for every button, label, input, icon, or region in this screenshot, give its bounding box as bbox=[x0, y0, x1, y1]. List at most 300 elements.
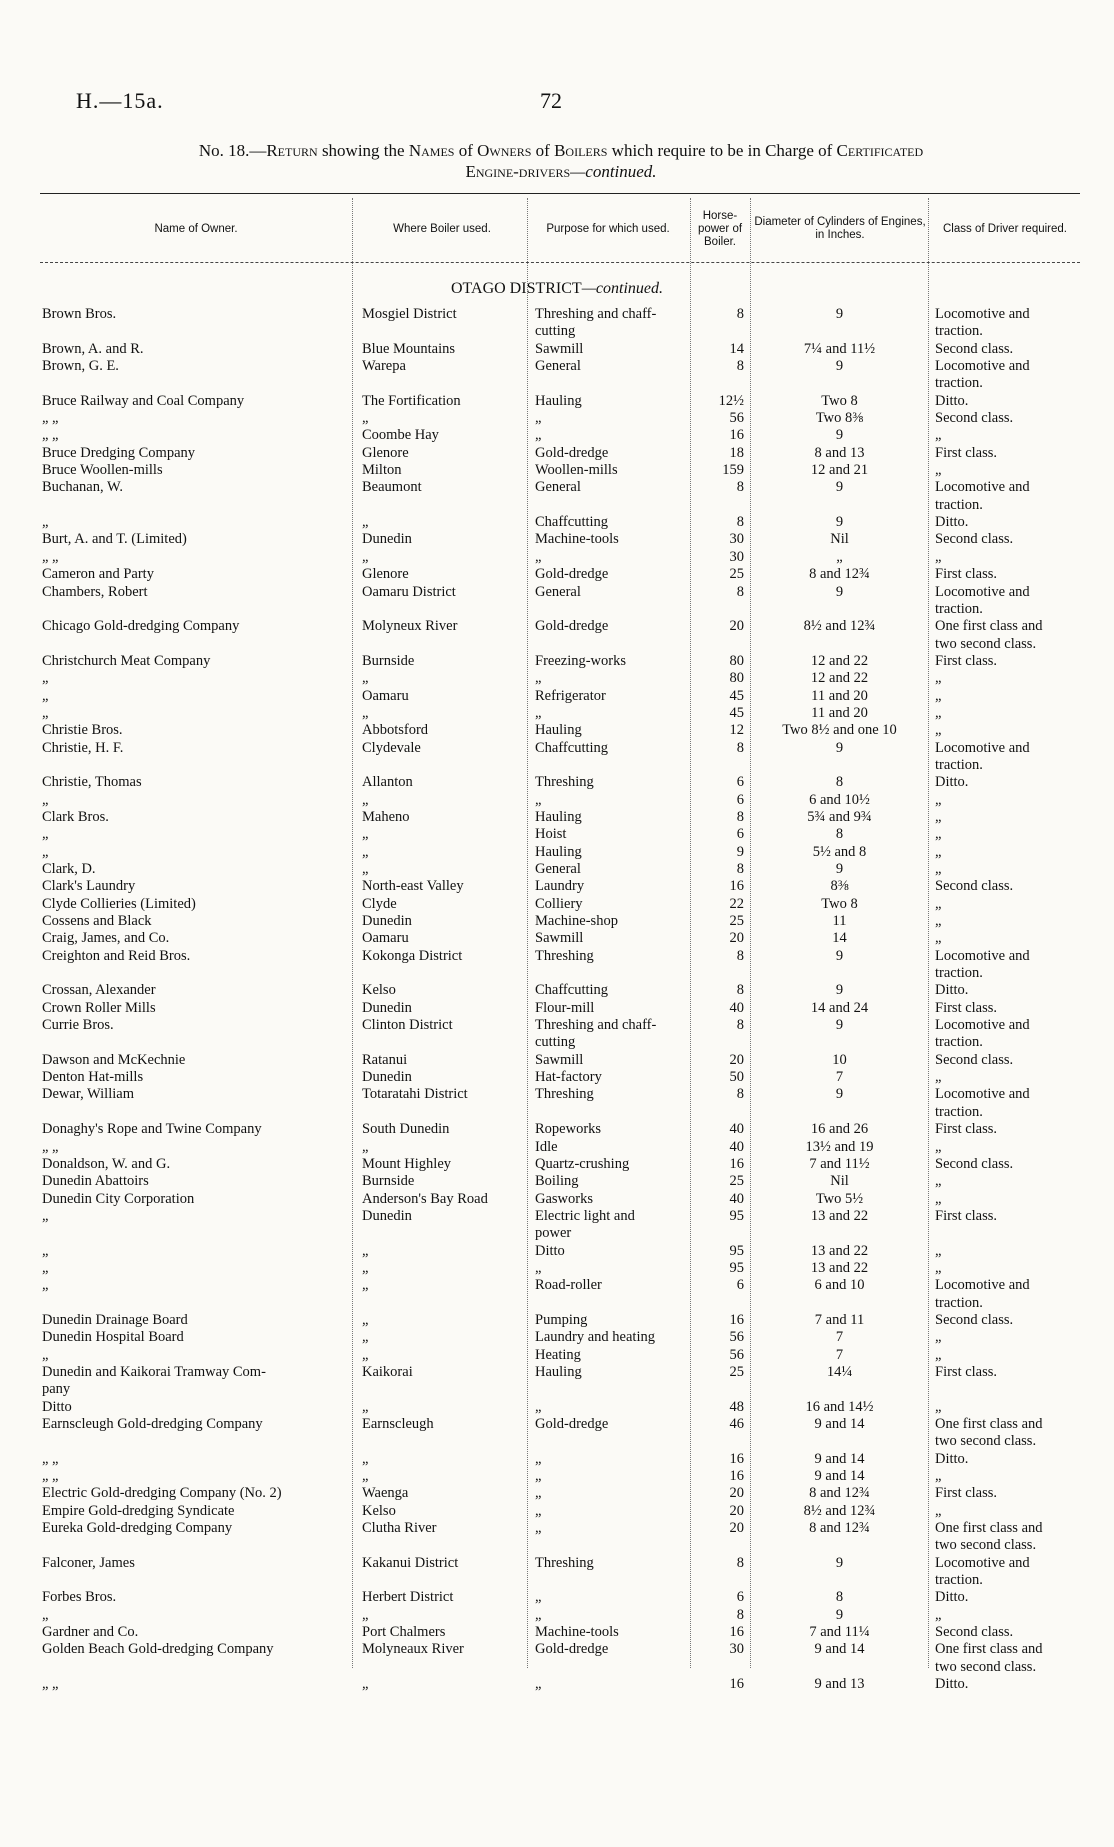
horsepower-cell: 45 bbox=[729, 687, 744, 704]
purpose-cell: „ bbox=[535, 1398, 542, 1415]
where-cell: „ bbox=[362, 670, 369, 687]
class-cell: traction. bbox=[935, 600, 983, 617]
owner-cell: Burt, A. and T. (Limited) bbox=[42, 531, 187, 548]
class-cell: First class. bbox=[935, 566, 998, 583]
class-cell: Locomotive and bbox=[935, 739, 1030, 756]
table-row bbox=[0, 1121, 1114, 1138]
diameter-cell: 8½ and 12¾ bbox=[803, 1502, 876, 1519]
horsepower-cell: 48 bbox=[729, 1398, 744, 1415]
where-cell: „ bbox=[362, 1450, 369, 1467]
owner-cell: „ bbox=[42, 704, 49, 721]
purpose-cell: Hauling bbox=[535, 1363, 582, 1380]
where-cell: „ bbox=[362, 1606, 369, 1623]
table-row bbox=[0, 1399, 1114, 1416]
owner-cell: „ bbox=[42, 1259, 49, 1276]
diameter-cell: 7 bbox=[835, 1069, 844, 1086]
table-row bbox=[0, 1104, 1114, 1121]
where-cell: Earnscleugh bbox=[362, 1416, 434, 1432]
table-row bbox=[0, 1156, 1114, 1173]
diameter-cell: 13½ and 19 bbox=[805, 1138, 874, 1155]
table-row bbox=[0, 982, 1114, 999]
horsepower-cell: 16 bbox=[729, 878, 744, 895]
diameter-cell: 9 bbox=[835, 1017, 844, 1034]
table-row bbox=[0, 705, 1114, 722]
where-cell: Kokonga District bbox=[362, 947, 463, 964]
purpose-cell: „ bbox=[535, 548, 542, 565]
diameter-cell: 8⅜ bbox=[830, 878, 849, 895]
table-row bbox=[0, 965, 1114, 982]
owner-cell: „ bbox=[42, 1277, 49, 1294]
where-cell: Coombe Hay bbox=[362, 427, 439, 444]
table-row bbox=[0, 809, 1114, 826]
diameter-cell: 9 bbox=[835, 306, 844, 322]
owner-cell: „ bbox=[42, 687, 49, 704]
purpose-cell: Gasworks bbox=[535, 1190, 593, 1207]
horsepower-cell: 8 bbox=[736, 1606, 744, 1623]
purpose-cell: General bbox=[535, 479, 581, 496]
purpose-cell: Hauling bbox=[535, 722, 582, 739]
where-cell: „ bbox=[362, 1277, 369, 1294]
owner-cell: „ bbox=[42, 791, 49, 808]
table-row bbox=[0, 1589, 1114, 1606]
class-cell: traction. bbox=[935, 375, 983, 392]
class-cell: Locomotive and bbox=[935, 479, 1030, 496]
where-cell: Oamaru bbox=[362, 687, 409, 704]
table-row bbox=[0, 1572, 1114, 1589]
horsepower-cell: 20 bbox=[729, 930, 744, 947]
column-header-class: Class of Driver required. bbox=[943, 222, 1067, 235]
table-row bbox=[0, 1208, 1114, 1225]
class-cell: „ bbox=[935, 687, 942, 704]
class-cell: traction. bbox=[935, 1572, 983, 1589]
horsepower-cell: 12½ bbox=[718, 392, 744, 409]
purpose-cell: „ bbox=[535, 791, 542, 808]
owner-cell: Dunedin City Corporation bbox=[42, 1190, 195, 1207]
column-header-horsepower: Horse-power of Boiler. bbox=[697, 209, 743, 248]
diameter-cell: 9 and 14 bbox=[814, 1641, 865, 1658]
horsepower-cell: 25 bbox=[729, 913, 744, 930]
where-cell: Kelso bbox=[362, 1502, 396, 1519]
section-heading bbox=[0, 280, 1114, 298]
diameter-cell: 7 bbox=[835, 1346, 844, 1363]
owner-cell: Chicago Gold-dredging Company bbox=[42, 618, 240, 635]
owner-cell: Chambers, Robert bbox=[42, 583, 148, 600]
where-cell: Clyde bbox=[362, 895, 397, 912]
horsepower-cell: 6 bbox=[736, 1277, 744, 1294]
purpose-cell: „ bbox=[535, 1468, 542, 1485]
section-name: OTAGO DISTRICT bbox=[450, 280, 582, 297]
where-cell: Glenore bbox=[362, 444, 409, 461]
class-cell: Ditto. bbox=[935, 1450, 969, 1467]
horsepower-cell: 25 bbox=[729, 1363, 744, 1380]
horsepower-cell: 20 bbox=[729, 1502, 744, 1519]
diameter-cell: 11 and 20 bbox=[811, 687, 868, 704]
where-cell: Glenore bbox=[362, 566, 409, 583]
horsepower-cell: 30 bbox=[729, 548, 744, 565]
owner-cell: „ bbox=[42, 1606, 49, 1623]
where-cell: Oamaru bbox=[362, 930, 409, 947]
where-cell: Abbotsford bbox=[362, 722, 429, 739]
class-cell: traction. bbox=[935, 1294, 983, 1311]
diameter-cell: 9 bbox=[835, 947, 844, 964]
owner-cell: „ „ bbox=[42, 1676, 59, 1693]
purpose-cell: Gold-dredge bbox=[535, 566, 609, 583]
class-cell: Second class. bbox=[935, 1051, 1014, 1068]
purpose-cell: „ bbox=[535, 1259, 542, 1276]
diameter-cell: 9 and 13 bbox=[814, 1676, 865, 1693]
where-cell: Clutha River bbox=[362, 1520, 437, 1537]
class-cell: Second class. bbox=[935, 1311, 1014, 1328]
where-cell: „ bbox=[362, 1346, 369, 1363]
diameter-cell: 9 bbox=[835, 1606, 844, 1623]
horsepower-cell: 6 bbox=[736, 791, 744, 808]
class-cell: First class. bbox=[935, 1121, 998, 1138]
class-cell: Second class. bbox=[935, 531, 1014, 548]
class-cell: traction. bbox=[935, 1103, 983, 1120]
diameter-cell: 13 and 22 bbox=[810, 1207, 869, 1224]
horsepower-cell: 8 bbox=[736, 358, 744, 375]
purpose-cell: Threshing and chaff- bbox=[535, 306, 657, 322]
purpose-cell: Hauling bbox=[535, 808, 582, 825]
table-row bbox=[0, 306, 1114, 323]
class-cell: Locomotive and bbox=[935, 947, 1030, 964]
horsepower-cell: 16 bbox=[729, 427, 744, 444]
table-row bbox=[0, 792, 1114, 809]
purpose-cell: Woollen-mills bbox=[535, 462, 618, 479]
table-row bbox=[0, 1243, 1114, 1260]
horsepower-cell: 12 bbox=[729, 722, 744, 739]
owner-cell: „ bbox=[42, 1207, 49, 1224]
table-row bbox=[0, 566, 1114, 583]
where-cell: „ bbox=[362, 791, 369, 808]
class-cell: traction. bbox=[935, 965, 983, 982]
owner-cell: Christie, Thomas bbox=[42, 774, 142, 791]
diameter-cell: 7 and 11¼ bbox=[809, 1624, 870, 1641]
diameter-cell: 5½ and 8 bbox=[812, 843, 867, 860]
diameter-cell: 9 bbox=[835, 861, 844, 877]
class-cell: traction. bbox=[935, 323, 983, 340]
class-cell: traction. bbox=[935, 1034, 983, 1051]
purpose-cell: Idle bbox=[535, 1138, 558, 1155]
class-cell: „ bbox=[935, 826, 942, 843]
diameter-cell: 11 bbox=[832, 913, 847, 930]
class-cell: Second class. bbox=[935, 410, 1014, 427]
diameter-cell: 10 bbox=[832, 1051, 847, 1068]
horsepower-cell: 8 bbox=[736, 947, 744, 964]
diameter-cell: 9 bbox=[835, 479, 844, 496]
owner-cell: Dawson and McKechnie bbox=[42, 1051, 186, 1068]
where-cell: Clydevale bbox=[362, 739, 421, 756]
purpose-cell: Hoist bbox=[535, 826, 567, 843]
purpose-cell: „ bbox=[535, 410, 542, 427]
owner-cell: Christchurch Meat Company bbox=[42, 652, 211, 669]
purpose-cell: „ bbox=[535, 427, 542, 444]
class-cell: traction. bbox=[935, 756, 983, 773]
horsepower-cell: 30 bbox=[729, 531, 744, 548]
purpose-cell: Boiling bbox=[535, 1173, 579, 1190]
class-cell: „ bbox=[935, 1190, 942, 1207]
class-cell: Second class. bbox=[935, 1624, 1014, 1641]
horsepower-cell: 56 bbox=[729, 410, 744, 427]
where-cell: „ bbox=[362, 1138, 369, 1155]
owner-cell: Forbes Bros. bbox=[42, 1589, 117, 1606]
purpose-cell: Road-roller bbox=[535, 1277, 602, 1294]
horsepower-cell: 6 bbox=[736, 826, 744, 843]
owner-cell: pany bbox=[42, 1381, 71, 1398]
where-cell: Warepa bbox=[362, 358, 406, 375]
table-row bbox=[0, 549, 1114, 566]
class-cell: „ bbox=[935, 791, 942, 808]
table-row bbox=[0, 584, 1114, 601]
table-row bbox=[0, 514, 1114, 531]
owner-cell: „ „ bbox=[42, 1450, 59, 1467]
class-cell: „ bbox=[935, 913, 942, 930]
horsepower-cell: 20 bbox=[729, 1051, 744, 1068]
where-cell: „ bbox=[362, 826, 369, 843]
horsepower-cell: 95 bbox=[729, 1259, 744, 1276]
where-cell: Dunedin bbox=[362, 1069, 412, 1086]
owner-cell: Craig, James, and Co. bbox=[42, 930, 170, 947]
table-row bbox=[0, 445, 1114, 462]
purpose-cell: Machine-tools bbox=[535, 1624, 619, 1641]
purpose-cell: „ bbox=[535, 670, 542, 687]
horsepower-cell: 80 bbox=[729, 670, 744, 687]
table-row bbox=[0, 497, 1114, 514]
owner-cell: Clark's Laundry bbox=[42, 878, 136, 895]
title-text: showing the bbox=[317, 141, 409, 160]
where-cell: Dunedin bbox=[362, 999, 412, 1016]
where-cell: Herbert District bbox=[362, 1589, 454, 1606]
purpose-cell: Sawmill bbox=[535, 1051, 584, 1068]
owner-cell: Dunedin Hospital Board bbox=[42, 1329, 184, 1346]
table-row bbox=[0, 1329, 1114, 1346]
purpose-cell: Chaffcutting bbox=[535, 739, 609, 756]
diameter-cell: 12 and 21 bbox=[810, 462, 869, 479]
purpose-cell: „ bbox=[535, 704, 542, 721]
horsepower-cell: 40 bbox=[729, 1121, 744, 1138]
purpose-cell: Gold-dredge bbox=[535, 1641, 609, 1658]
purpose-cell: Ditto bbox=[535, 1242, 565, 1259]
owner-cell: Buchanan, W. bbox=[42, 479, 123, 496]
purpose-cell: Sawmill bbox=[535, 340, 584, 357]
diameter-cell: 9 and 14 bbox=[814, 1468, 865, 1485]
purpose-cell: Machine-tools bbox=[535, 531, 619, 548]
purpose-cell: „ bbox=[535, 1502, 542, 1519]
where-cell: „ bbox=[362, 514, 369, 531]
purpose-cell: Laundry bbox=[535, 878, 585, 895]
where-cell: „ bbox=[362, 1329, 369, 1346]
table-row bbox=[0, 601, 1114, 618]
where-cell: „ bbox=[362, 1676, 369, 1693]
diameter-cell: 8½ and 12¾ bbox=[803, 618, 876, 635]
table-row bbox=[0, 930, 1114, 947]
diameter-cell: 5¾ and 9¾ bbox=[807, 808, 872, 825]
class-cell: two second class. bbox=[935, 1658, 1037, 1675]
class-cell: Locomotive and bbox=[935, 1086, 1030, 1103]
where-cell: Dunedin bbox=[362, 531, 412, 548]
class-cell: Second class. bbox=[935, 1155, 1014, 1172]
horsepower-cell: 16 bbox=[729, 1311, 744, 1328]
title-prefix: No. 18.— bbox=[198, 141, 267, 160]
purpose-cell: Threshing bbox=[535, 1554, 594, 1571]
class-cell: Locomotive and bbox=[935, 1017, 1030, 1034]
table-row bbox=[0, 462, 1114, 479]
purpose-cell: Laundry and heating bbox=[535, 1329, 655, 1346]
horsepower-cell: 9 bbox=[736, 843, 744, 860]
where-cell: „ bbox=[362, 843, 369, 860]
where-cell: Dunedin bbox=[362, 913, 412, 930]
diameter-cell: 11 and 20 bbox=[811, 704, 868, 721]
horsepower-cell: 45 bbox=[729, 704, 744, 721]
horsepower-cell: 40 bbox=[729, 999, 744, 1016]
where-cell: „ bbox=[362, 1398, 369, 1415]
where-cell: Port Chalmers bbox=[362, 1624, 446, 1641]
diameter-cell: 8 bbox=[835, 1589, 844, 1606]
purpose-cell: Heating bbox=[535, 1346, 581, 1363]
where-cell: Burnside bbox=[362, 652, 415, 669]
class-cell: Ditto. bbox=[935, 514, 969, 531]
purpose-cell: Electric light and bbox=[535, 1207, 635, 1224]
owner-cell: „ bbox=[42, 1346, 49, 1363]
diameter-cell: 7 bbox=[835, 1329, 844, 1346]
table-row bbox=[0, 618, 1114, 635]
owner-cell: Clark Bros. bbox=[42, 808, 109, 825]
table-row bbox=[0, 1416, 1114, 1433]
class-cell: „ bbox=[935, 548, 942, 565]
horsepower-cell: 8 bbox=[736, 1086, 744, 1103]
table-row bbox=[0, 375, 1114, 392]
column-header-purpose: Purpose for which used. bbox=[546, 222, 670, 235]
horsepower-cell: 8 bbox=[736, 861, 744, 877]
horsepower-cell: 14 bbox=[729, 340, 744, 357]
purpose-cell: „ bbox=[535, 1676, 542, 1693]
diameter-cell: 7 and 11½ bbox=[809, 1155, 870, 1172]
where-cell: Beaumont bbox=[362, 479, 422, 496]
where-cell: Mosgiel District bbox=[362, 306, 457, 322]
owner-cell: Bruce Dredging Company bbox=[42, 444, 196, 461]
table-row bbox=[0, 636, 1114, 653]
class-cell: „ bbox=[935, 704, 942, 721]
class-cell: First class. bbox=[935, 444, 998, 461]
where-cell: „ bbox=[362, 1259, 369, 1276]
owner-cell: Bruce Railway and Coal Company bbox=[42, 392, 245, 409]
owner-cell: Dunedin Abattoirs bbox=[42, 1173, 149, 1190]
table-row bbox=[0, 844, 1114, 861]
horsepower-cell: 8 bbox=[736, 982, 744, 999]
horsepower-cell: 8 bbox=[736, 1554, 744, 1571]
diameter-cell: „ bbox=[836, 548, 843, 565]
diameter-cell: Nil bbox=[830, 531, 849, 548]
horsepower-cell: 8 bbox=[736, 739, 744, 756]
owner-cell: Brown Bros. bbox=[42, 306, 117, 322]
table-row bbox=[0, 1139, 1114, 1156]
purpose-cell: Flour-mill bbox=[535, 999, 595, 1016]
owner-cell: Brown, G. E. bbox=[42, 358, 119, 375]
page-number: 72 bbox=[540, 88, 562, 113]
where-cell: „ bbox=[362, 548, 369, 565]
table-row bbox=[0, 913, 1114, 930]
owner-cell: „ „ bbox=[42, 427, 59, 444]
horsepower-cell: 80 bbox=[729, 652, 744, 669]
where-cell: North-east Valley bbox=[362, 878, 464, 895]
owner-cell: Christie Bros. bbox=[42, 722, 123, 739]
where-cell: South Dunedin bbox=[362, 1121, 450, 1138]
table-row bbox=[0, 1503, 1114, 1520]
where-cell: „ bbox=[362, 1242, 369, 1259]
where-cell: Kaikorai bbox=[362, 1363, 413, 1380]
where-cell: „ bbox=[362, 1468, 369, 1485]
where-cell: Maheno bbox=[362, 808, 410, 825]
where-cell: Allanton bbox=[362, 774, 413, 791]
horsepower-cell: 40 bbox=[729, 1138, 744, 1155]
diameter-cell: Nil bbox=[830, 1173, 849, 1190]
table-row bbox=[0, 1381, 1114, 1398]
column-header-diameter: Diameter of Cylinders of Engines, in Inches. bbox=[754, 216, 926, 241]
owner-cell: Crossan, Alexander bbox=[42, 982, 156, 999]
class-cell: „ bbox=[935, 895, 942, 912]
owner-cell: Golden Beach Gold-dredging Company bbox=[42, 1641, 274, 1658]
diameter-cell: Two 8½ and one 10 bbox=[782, 722, 897, 739]
class-cell: One first class and bbox=[935, 1416, 1043, 1432]
owner-cell: Donaghy's Rope and Twine Company bbox=[42, 1121, 262, 1138]
horsepower-cell: 16 bbox=[729, 1155, 744, 1172]
owner-cell: Empire Gold-dredging Syndicate bbox=[42, 1502, 235, 1519]
purpose-cell: Gold-dredge bbox=[535, 444, 609, 461]
header-rule-bottom bbox=[40, 262, 1080, 263]
horsepower-cell: 8 bbox=[736, 514, 744, 531]
diameter-cell: 7¼ and 11½ bbox=[803, 340, 876, 357]
horsepower-cell: 18 bbox=[729, 444, 744, 461]
purpose-cell: Chaffcutting bbox=[535, 982, 609, 999]
where-cell: Waenga bbox=[362, 1485, 409, 1502]
class-cell: „ bbox=[935, 1259, 942, 1276]
owner-cell: „ „ bbox=[42, 1138, 59, 1155]
purpose-cell: „ bbox=[535, 1606, 542, 1623]
where-cell: Kelso bbox=[362, 982, 396, 999]
table-row bbox=[0, 1000, 1114, 1017]
diameter-cell: 8 bbox=[835, 774, 844, 791]
horsepower-cell: 25 bbox=[729, 1173, 744, 1190]
diameter-cell: 9 bbox=[835, 427, 844, 444]
purpose-cell: Hauling bbox=[535, 843, 582, 860]
page-reference: H.—15a. bbox=[76, 88, 164, 113]
owner-cell: „ bbox=[42, 514, 49, 531]
where-cell: Totaratahi District bbox=[362, 1086, 468, 1103]
where-cell: The Fortification bbox=[362, 392, 461, 409]
owner-cell: Cossens and Black bbox=[42, 913, 152, 930]
class-cell: One first class and bbox=[935, 1520, 1043, 1537]
table-row bbox=[0, 1191, 1114, 1208]
title-text: of bbox=[454, 141, 478, 160]
horsepower-cell: 20 bbox=[729, 1520, 744, 1537]
diameter-cell: 13 and 22 bbox=[810, 1259, 869, 1276]
owner-cell: Dewar, William bbox=[42, 1086, 134, 1103]
horsepower-cell: 8 bbox=[736, 583, 744, 600]
owner-cell: Falconer, James bbox=[42, 1554, 135, 1571]
diameter-cell: 9 bbox=[835, 583, 844, 600]
where-cell: Clinton District bbox=[362, 1017, 453, 1034]
where-cell: Dunedin bbox=[362, 1207, 412, 1224]
table-row bbox=[0, 1052, 1114, 1069]
diameter-cell: 8 and 13 bbox=[814, 444, 865, 461]
purpose-cell: General bbox=[535, 358, 581, 375]
purpose-cell: Gold-dredge bbox=[535, 618, 609, 635]
diameter-cell: 6 and 10 bbox=[814, 1277, 865, 1294]
diameter-cell: 8 and 12¾ bbox=[809, 566, 870, 583]
diameter-cell: 9 bbox=[835, 514, 844, 531]
diameter-cell: 14 and 24 bbox=[810, 999, 869, 1016]
purpose-cell: Threshing bbox=[535, 774, 594, 791]
